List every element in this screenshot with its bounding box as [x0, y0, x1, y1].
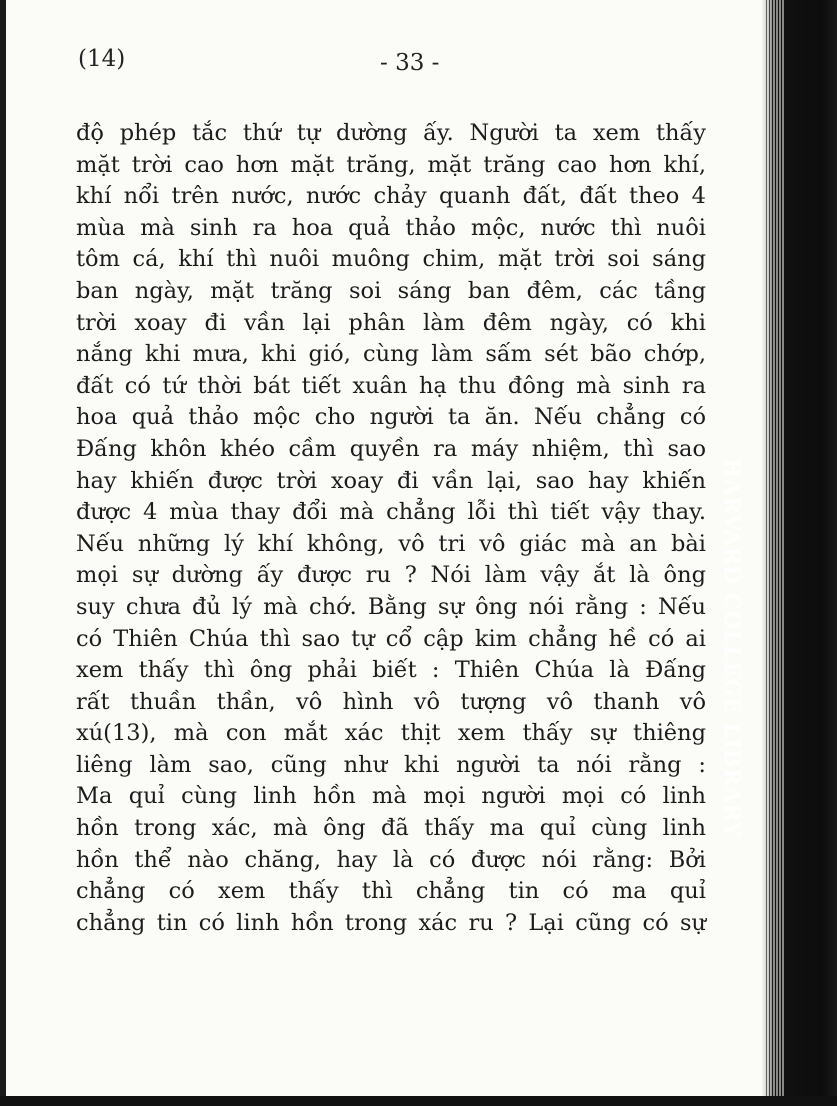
text-line: ban ngày, mặt trăng soi sáng ban đêm, các tầng	[76, 277, 706, 304]
page-left-shadow	[0, 0, 6, 1106]
body-text	[76, 118, 706, 939]
text-line: Ma quỉ cùng linh hồn mà mọi người mọi có linh	[76, 783, 706, 810]
text-line: trời xoay đi vần lại phân làm đêm ngày, có khi	[76, 309, 706, 336]
text-line: khí nổi trên nước, nước chảy quanh đất, đất theo 4	[76, 183, 706, 210]
text-line: Nếu những lý khí không, vô tri vô giác mà an bài	[76, 530, 706, 557]
text-line: hoa quả thảo mộc cho người ta ăn. Nếu chẳng có	[76, 404, 706, 431]
text-line: mùa mà sinh ra hoa quả thảo mộc, nước thì nuôi	[76, 214, 706, 241]
text-line: nắng khi mưa, khi gió, cùng làm sấm sét bão chớp,	[76, 341, 706, 368]
page-bottom-shadow	[0, 1096, 837, 1106]
folio-number: (14)	[78, 46, 126, 72]
text-line: chẳng có xem thấy thì chẳng tin có ma quỉ	[76, 878, 706, 905]
text-line: liêng làm sao, cũng như khi người ta nói rằng :	[76, 751, 706, 778]
text-line: rất thuần thần, vô hình vô tượng vô thanh vô	[76, 688, 706, 715]
text-line: tôm cá, khí thì nuôi muông chim, mặt trời soi sáng	[76, 246, 706, 273]
text-line: suy chưa đủ lý mà chớ. Bằng sự ông nói rằng : Nếu	[76, 593, 706, 620]
text-line: có Thiên Chúa thì sao tự cổ cập kim chẳng hề có ai	[76, 625, 706, 652]
text-line: hồn trong xác, mà ông đã thấy ma quỉ cùng linh	[76, 815, 706, 842]
text-line: độ phép tắc thứ tự dường ấy. Người ta xem thấy	[76, 120, 706, 146]
text-line: xú(13), mà con mắt xác thịt xem thấy sự thiêng	[76, 720, 706, 747]
text-line: mọi sự dường ấy được ru ? Nói làm vậy ắt là ông	[76, 562, 706, 589]
text-line: được 4 mùa thay đổi mà chẳng lỗi thì tiết vậy thay.	[76, 499, 706, 526]
text-line: xem thấy thì ông phải biết : Thiên Chúa là Đấng	[76, 657, 706, 684]
library-stamp: HARVARD COLLEGE LIBRARY	[720, 458, 745, 838]
text-line: mặt trời cao hơn mặt trăng, mặt trăng cao hơn khí,	[76, 151, 706, 178]
text-line: hồn thể nào chăng, hay là có được nói rằng: Bởi	[76, 846, 706, 873]
text-line: đất có tứ thời bát tiết xuân hạ thu đông mà sinh ra	[76, 372, 706, 399]
page-header	[0, 46, 760, 82]
page-edges	[766, 0, 784, 1106]
text-line: hay khiến được trời xoay đi vần lại, sao hay khiến	[76, 467, 706, 494]
page-number: - 33 -	[380, 50, 440, 76]
text-line: Đấng khôn khéo cầm quyền ra máy nhiệm, thì sao	[76, 435, 706, 462]
text-line: chẳng tin có linh hồn trong xác ru ? Lại cũng có sự	[76, 909, 706, 936]
